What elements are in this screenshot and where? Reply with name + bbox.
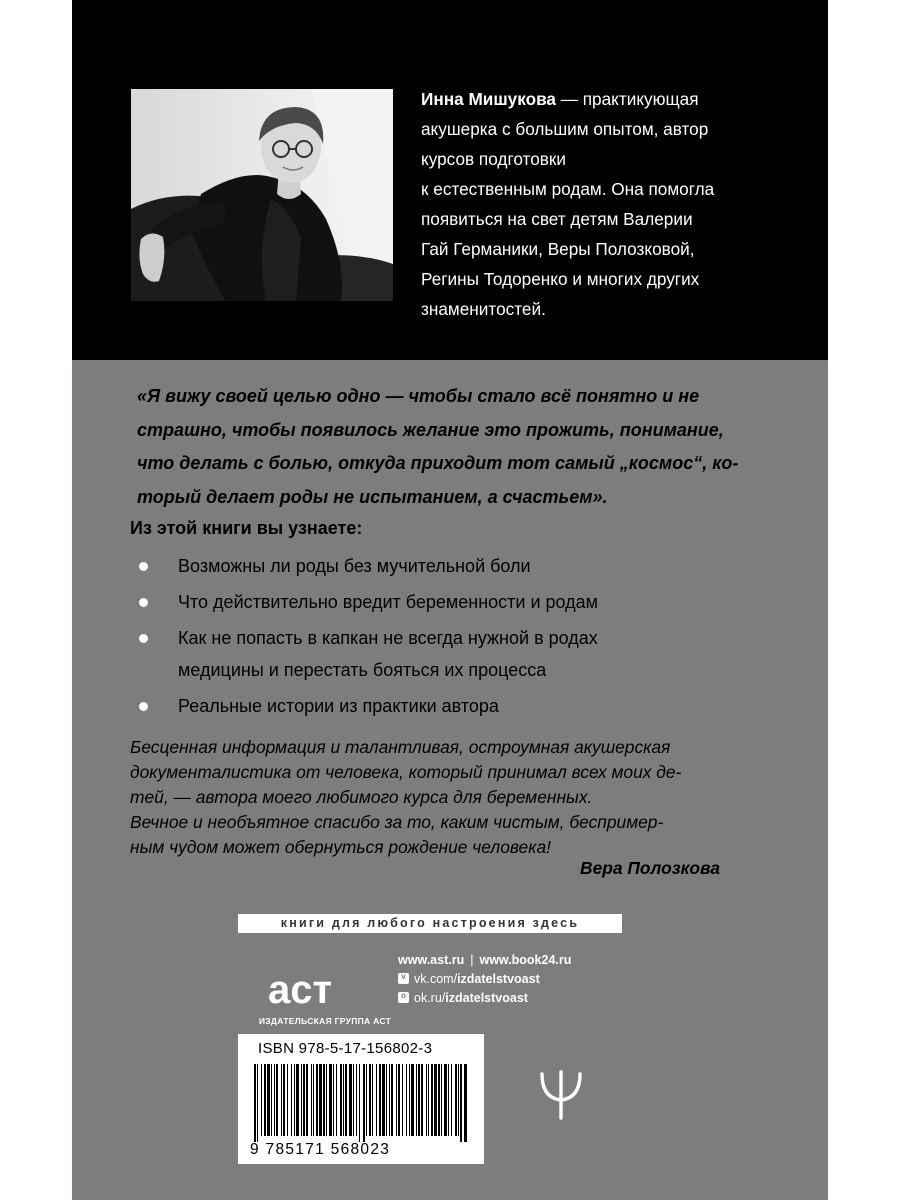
- barcode-bar: [333, 1064, 334, 1136]
- barcode-bar: [274, 1064, 275, 1136]
- barcode-bar: [431, 1064, 433, 1136]
- barcode-bar: [434, 1064, 437, 1136]
- bullet-icon: [139, 634, 148, 643]
- barcode-bar: [329, 1064, 332, 1136]
- site-book24-link[interactable]: www.book24.ru: [479, 952, 572, 967]
- barcode-bar: [379, 1064, 381, 1136]
- learn-list: [72, 550, 828, 726]
- barcode-bar: [261, 1064, 262, 1136]
- barcode-bar: [369, 1064, 371, 1136]
- isbn-barcode-box: [238, 1034, 484, 1164]
- barcode-bar: [402, 1064, 403, 1136]
- author-quote: [137, 380, 777, 514]
- psi-icon: [538, 1068, 584, 1122]
- ok-row[interactable]: [398, 988, 571, 1007]
- author-photo: [131, 89, 393, 301]
- isbn-label: ISBN 978-5-17-156802-3: [258, 1040, 433, 1057]
- list-item-text: Возможны ли роды без мучительной боли: [178, 556, 531, 576]
- learn-heading: Из этой книги вы узнаете:: [130, 518, 363, 538]
- barcode-bar: [376, 1064, 377, 1136]
- bio-line-7: Регины Тодоренко и многих других: [421, 269, 700, 289]
- barcode-bar: [343, 1064, 344, 1136]
- barcode-bar: [411, 1064, 414, 1136]
- barcode-bar: [372, 1064, 373, 1136]
- quote-line-4: торый делает роды не испытанием, а счастьем».: [137, 486, 608, 507]
- barcode-bar: [416, 1064, 417, 1136]
- logo-text: аст: [268, 968, 333, 1012]
- list-item-text: Реальные истории из практики автора: [178, 696, 499, 716]
- barcode-bar: [287, 1064, 288, 1136]
- list-item-text: Что действительно вредит беременности и родам: [178, 592, 599, 612]
- review-text: [130, 735, 720, 860]
- barcode-bar: [353, 1064, 354, 1136]
- author-name: Инна Мишукова: [421, 89, 556, 109]
- bio-line-4: к естественным родам. Она помогла: [421, 179, 715, 199]
- barcode-bar: [296, 1064, 299, 1136]
- list-item-text: Как не попасть в капкан не всегда нужной в родах медицины и перестать бояться их процесса: [178, 628, 598, 680]
- isbn-digits: 9 785171 568023: [250, 1141, 391, 1158]
- book-back-cover: [72, 0, 828, 1200]
- vk-row[interactable]: [398, 969, 571, 988]
- ast-logo-icon: [252, 945, 392, 1027]
- barcode-bar: [257, 1064, 258, 1142]
- author-portrait-illustration: [131, 89, 393, 301]
- barcode-bar: [345, 1064, 347, 1136]
- author-bio: [421, 84, 781, 324]
- barcode-bar: [264, 1064, 266, 1136]
- bio-text: — практикующая: [556, 89, 699, 109]
- barcode-bar: [267, 1064, 270, 1136]
- barcode-bar: [460, 1064, 462, 1142]
- bio-line-8: знаменитостей.: [421, 299, 546, 319]
- barcode-bar: [276, 1064, 278, 1136]
- barcode-bar: [451, 1064, 452, 1136]
- bio-line-2: акушерка с большим опытом, автор: [421, 119, 709, 139]
- bullet-icon: [139, 702, 148, 711]
- publisher-links: [398, 950, 571, 1007]
- bio-line-1: [421, 84, 781, 114]
- tagline-banner: книги для любого настроения здесь: [238, 914, 622, 933]
- ok-handle: izdatelstvoast: [445, 990, 528, 1005]
- barcode-bar: [409, 1064, 410, 1136]
- barcode-bar: [421, 1064, 423, 1136]
- barcode-bar: [294, 1064, 295, 1136]
- barcode-bar: [291, 1064, 292, 1136]
- publisher-name: ИЗДАТЕЛЬСКАЯ ГРУППА АСТ: [258, 1016, 392, 1026]
- bullet-icon: [139, 598, 148, 607]
- quote-line-2: страшно, чтобы появилось желание это прожить, понимание,: [137, 419, 724, 440]
- review-line-3: тей, — автора моего любимого курса для беременных.: [130, 787, 593, 807]
- vk-icon: v: [398, 973, 409, 984]
- bio-line-6: Гай Германики, Веры Полозковой,: [421, 239, 695, 259]
- barcode-bar: [438, 1064, 440, 1136]
- barcode-bar: [366, 1064, 367, 1136]
- barcode-bar: [311, 1064, 312, 1136]
- barcode-bar: [281, 1064, 282, 1136]
- barcode-bar: [389, 1064, 390, 1136]
- barcode-bar: [406, 1064, 407, 1136]
- quote-line-3: что делать с болью, откуда приходит тот самый „космос“, ко-: [137, 453, 739, 473]
- barcode-bar: [386, 1064, 387, 1136]
- barcode-bar: [448, 1064, 449, 1136]
- barcode-bar: [283, 1064, 285, 1136]
- bio-line-5: появиться на свет детям Валерии: [421, 209, 693, 229]
- link-separator: |: [470, 952, 474, 967]
- barcode-bar: [323, 1064, 325, 1136]
- barcode-bar: [455, 1064, 457, 1136]
- barcode-bar: [426, 1064, 427, 1136]
- barcode-bar: [340, 1064, 342, 1136]
- review-line-2: документалистика от человека, который принимал всех моих де-: [130, 762, 682, 782]
- barcode-bar: [391, 1064, 393, 1136]
- barcode-bar: [444, 1064, 447, 1136]
- barcode-bar: [464, 1064, 467, 1142]
- vk-prefix: vk.com/: [414, 971, 458, 986]
- barcode-bar: [319, 1064, 322, 1136]
- barcode-bar: [349, 1064, 352, 1136]
- websites-row: [398, 950, 571, 969]
- barcode-bar: [326, 1064, 327, 1136]
- top-black-band: [72, 0, 828, 360]
- bullet-icon: [139, 562, 148, 571]
- ok-icon: o: [398, 992, 409, 1003]
- review-author: Вера Полозкова: [580, 858, 720, 878]
- barcode-bar: [306, 1064, 308, 1136]
- barcode-bar: [254, 1064, 256, 1142]
- barcode-icon: [252, 1064, 470, 1142]
- barcode-bar: [313, 1064, 314, 1136]
- list-item: [72, 586, 828, 618]
- review-line-1: Бесценная информация и талантливая, остроумная акушерская: [130, 737, 671, 757]
- review-line-5: ным чудом может обернуться рождение человека!: [130, 837, 551, 857]
- ok-prefix: ok.ru/: [414, 990, 446, 1005]
- barcode-bar: [396, 1064, 397, 1136]
- barcode-bar: [336, 1064, 337, 1136]
- barcode-bar: [418, 1064, 420, 1136]
- site-ast-link[interactable]: www.ast.ru: [398, 952, 465, 967]
- vk-handle: izdatelstvoast: [457, 971, 540, 986]
- list-item: [72, 550, 828, 582]
- barcode-bar: [458, 1064, 459, 1136]
- quote-line-1: «Я вижу своей целью одно — чтобы стало всё понятно и не: [137, 386, 700, 406]
- barcode-bar: [441, 1064, 442, 1136]
- barcode-bar: [301, 1064, 302, 1136]
- barcode-bar: [356, 1064, 357, 1136]
- barcode-bar: [359, 1064, 360, 1142]
- bio-line-3: курсов подготовки: [421, 149, 567, 169]
- barcode-bar: [316, 1064, 318, 1136]
- list-item: [72, 690, 828, 722]
- barcode-bar: [382, 1064, 385, 1136]
- barcode-bar: [363, 1064, 365, 1142]
- barcode-bar: [428, 1064, 429, 1136]
- barcode-bar: [303, 1064, 305, 1136]
- list-item: [72, 622, 638, 686]
- barcode-bar: [398, 1064, 400, 1136]
- review-line-4: Вечное и необъятное спасибо за то, каким чистым, беспример-: [130, 812, 664, 832]
- barcode-bar: [271, 1064, 272, 1136]
